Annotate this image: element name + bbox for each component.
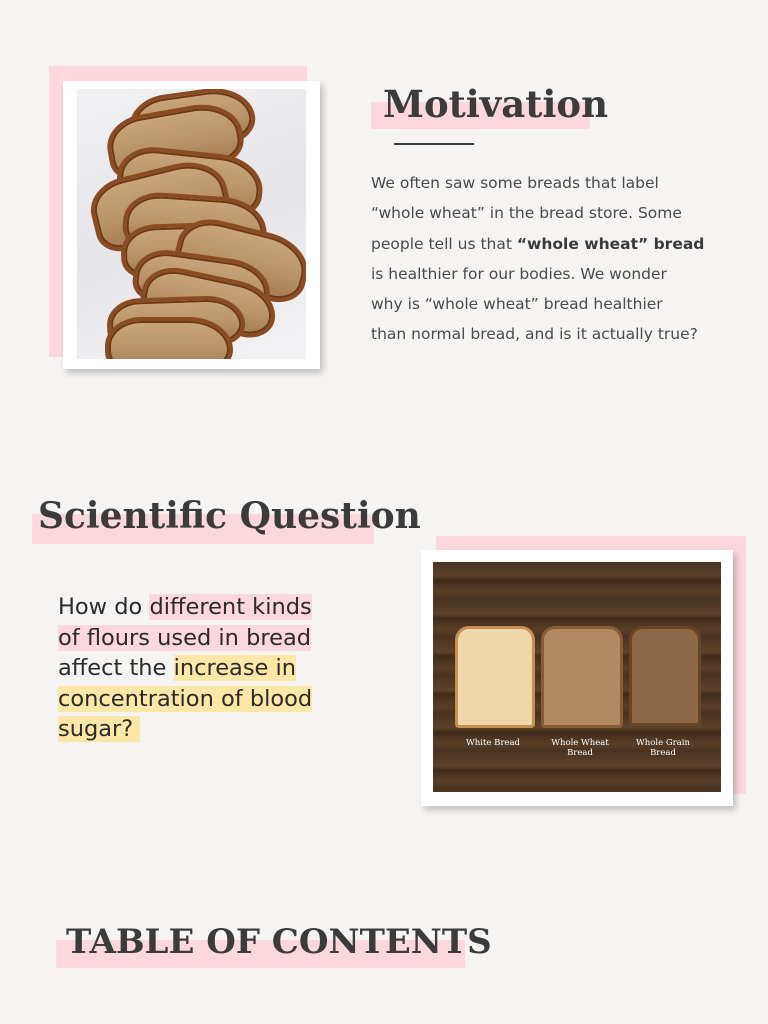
motivation-title: Motivation (383, 82, 608, 126)
motivation-line: is healthier for our bodies. We wonder (371, 264, 667, 283)
whole-grain-label (627, 738, 699, 758)
white-bread-slice (455, 626, 535, 728)
question-line-text: How do (58, 594, 150, 620)
bread-comparison-photo (433, 562, 721, 792)
question-pink-highlight: different kinds (149, 594, 312, 620)
bread-comparison-frame (421, 550, 733, 806)
whole-wheat-bread-slice (541, 626, 623, 728)
motivation-line-text: people tell us that (371, 234, 517, 253)
motivation-line (371, 229, 751, 259)
motivation-paragraph (371, 168, 751, 350)
question-line (58, 684, 378, 715)
whole-grain-bread-slice (629, 626, 701, 726)
question-yellow-highlight: sugar? (58, 716, 141, 742)
motivation-line: We often saw some breads that label (371, 174, 659, 192)
motivation-bold-phrase: “whole wheat” bread (516, 234, 705, 253)
motivation-line: “whole wheat” in the bread store. Some (371, 204, 682, 223)
question-text (58, 592, 378, 745)
question-line (58, 623, 378, 654)
whole-wheat-label-line: Whole Wheat (551, 738, 609, 748)
question-line (58, 653, 378, 684)
question-line (58, 592, 378, 623)
toc-title: TABLE OF CONTENTS (66, 922, 492, 962)
bread-loaf-photo (77, 89, 306, 359)
question-yellow-highlight: concentration of blood (58, 685, 313, 712)
white-bread-label: White Bread (466, 738, 520, 748)
motivation-title-underline (394, 143, 474, 145)
whole-grain-label-line: Whole Grain (636, 738, 690, 748)
question-pink-highlight: of flours used in bread (58, 624, 312, 651)
motivation-line: than normal bread, and is it actually true? (371, 325, 698, 344)
question-yellow-highlight: increase in (173, 655, 297, 681)
question-line (58, 714, 378, 745)
whole-wheat-label (541, 738, 619, 758)
motivation-image-frame (63, 81, 320, 369)
whole-wheat-label-line: Bread (567, 748, 593, 758)
question-line-text: affect the (58, 655, 174, 681)
whole-grain-label-line: Bread (650, 748, 676, 758)
motivation-line: why is “whole wheat” bread healthier (371, 295, 663, 314)
question-title: Scientific Question (38, 495, 421, 537)
